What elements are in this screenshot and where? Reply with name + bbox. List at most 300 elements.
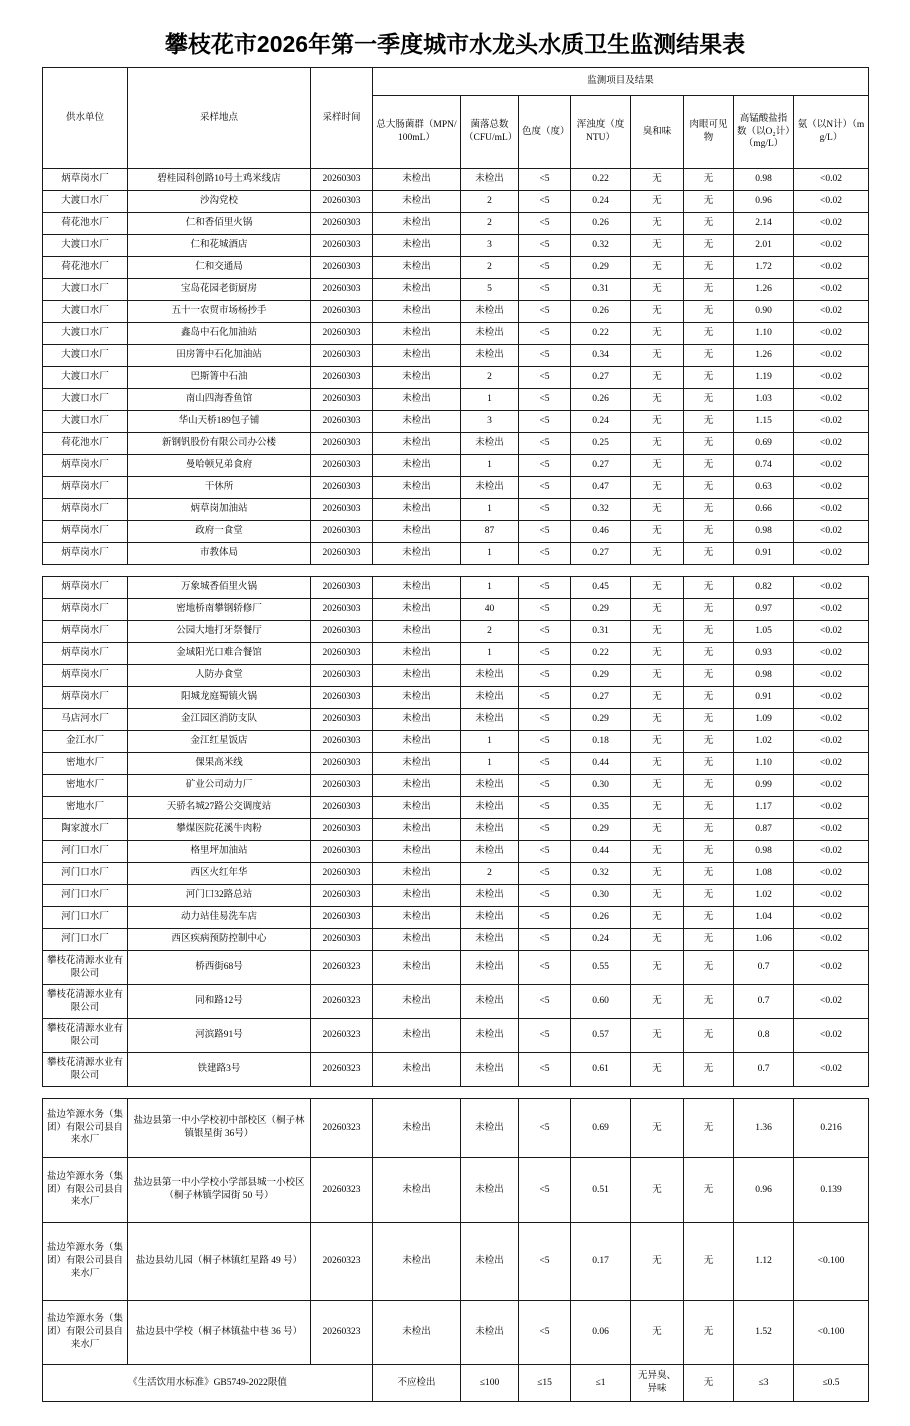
table-cell: 20260303 xyxy=(311,191,373,213)
table-cell: 未检出 xyxy=(461,819,519,841)
table-cell: 20260323 xyxy=(311,985,373,1019)
table-cell: 0.22 xyxy=(571,643,631,665)
table-row xyxy=(43,819,869,841)
table-cell: <5 xyxy=(519,1158,571,1223)
table-cell: 无 xyxy=(684,191,734,213)
table-cell: 20260303 xyxy=(311,885,373,907)
table-cell: 大渡口水厂 xyxy=(43,191,128,213)
table-cell: 阳城龙庭蜀镇火锅 xyxy=(128,687,311,709)
table-cell: 20260303 xyxy=(311,687,373,709)
table-cell: 0.87 xyxy=(734,819,794,841)
table-cell: 炳草岗水厂 xyxy=(43,521,128,543)
table-row xyxy=(43,577,869,599)
table-cell: <5 xyxy=(519,929,571,951)
table-cell: 未检出 xyxy=(461,797,519,819)
table-cell: 未检出 xyxy=(461,1053,519,1087)
limit-cell: ≤3 xyxy=(734,1365,794,1402)
table-row xyxy=(43,1223,869,1301)
table-cell: 未检出 xyxy=(461,323,519,345)
table-cell: 公园大地打牙祭餐厅 xyxy=(128,621,311,643)
table-row xyxy=(43,345,869,367)
table-cell: 未检出 xyxy=(373,257,461,279)
table-cell: 未检出 xyxy=(461,1019,519,1053)
limit-cell: ≤100 xyxy=(461,1365,519,1402)
table-cell: 40 xyxy=(461,599,519,621)
table-cell: 1.26 xyxy=(734,279,794,301)
column-header-visible-matter: 肉眼可见物 xyxy=(684,96,734,169)
table-cell: 0.26 xyxy=(571,301,631,323)
table-cell: 未检出 xyxy=(373,577,461,599)
table-cell: 盐边笮源水务（集团）有限公司县自来水厂 xyxy=(43,1223,128,1301)
limit-cell: 无 xyxy=(684,1365,734,1402)
table-cell: <0.02 xyxy=(794,841,869,863)
standard-limit-label: 《生活饮用水标准》GB5749-2022限值 xyxy=(43,1365,373,1402)
table-cell: 无 xyxy=(631,1223,684,1301)
table-cell: <0.02 xyxy=(794,257,869,279)
table-cell: 未检出 xyxy=(461,1099,519,1158)
table-cell: 未检出 xyxy=(461,301,519,323)
table-cell: 无 xyxy=(684,907,734,929)
table-cell: 3 xyxy=(461,411,519,433)
table-cell: 金江水厂 xyxy=(43,731,128,753)
table-cell: 未检出 xyxy=(373,929,461,951)
table-cell: 大渡口水厂 xyxy=(43,411,128,433)
table-cell: 20260303 xyxy=(311,499,373,521)
table-cell: 攀枝花清源水业有限公司 xyxy=(43,951,128,985)
table-cell: 1.02 xyxy=(734,885,794,907)
table-cell: 0.46 xyxy=(571,521,631,543)
table-cell: 1.15 xyxy=(734,411,794,433)
table-cell: 20260303 xyxy=(311,301,373,323)
table-cell: 未检出 xyxy=(373,841,461,863)
table-cell: 未检出 xyxy=(373,599,461,621)
table-cell: 无 xyxy=(684,257,734,279)
table-row xyxy=(43,1053,869,1087)
table-cell: 无 xyxy=(684,477,734,499)
table-cell: 无 xyxy=(631,323,684,345)
table-cell: 大渡口水厂 xyxy=(43,389,128,411)
table-cell: <0.02 xyxy=(794,709,869,731)
table-cell: 炳草岗水厂 xyxy=(43,169,128,191)
table-cell: 0.24 xyxy=(571,191,631,213)
table-row xyxy=(43,621,869,643)
table-cell: 无 xyxy=(631,279,684,301)
table-cell: 无 xyxy=(684,301,734,323)
table-cell: 未检出 xyxy=(461,885,519,907)
table-cell: 未检出 xyxy=(461,985,519,1019)
table-cell: 20260303 xyxy=(311,731,373,753)
table-cell: 未检出 xyxy=(373,455,461,477)
limit-cell: 无异臭、异味 xyxy=(631,1365,684,1402)
table-cell: 0.51 xyxy=(571,1158,631,1223)
table-row xyxy=(43,665,869,687)
table-cell: 荷花池水厂 xyxy=(43,433,128,455)
table-cell: 20260303 xyxy=(311,797,373,819)
table-cell: 无 xyxy=(631,477,684,499)
table-cell: 金域阳光口难合餐馆 xyxy=(128,643,311,665)
table-cell: 大渡口水厂 xyxy=(43,345,128,367)
table-cell: <5 xyxy=(519,1301,571,1365)
table-cell: 1.26 xyxy=(734,345,794,367)
table-cell: 20260323 xyxy=(311,1158,373,1223)
table-cell: 20260323 xyxy=(311,1019,373,1053)
table-cell: 20260303 xyxy=(311,665,373,687)
table-cell: 未检出 xyxy=(373,1099,461,1158)
table-cell: 20260323 xyxy=(311,1301,373,1365)
table-row xyxy=(43,709,869,731)
table-cell: 未检出 xyxy=(373,279,461,301)
table-cell: <0.02 xyxy=(794,367,869,389)
table-cell: 大渡口水厂 xyxy=(43,235,128,257)
table-row xyxy=(43,1099,869,1158)
table-cell: 0.29 xyxy=(571,665,631,687)
table-cell: 1.19 xyxy=(734,367,794,389)
table-cell: 0.55 xyxy=(571,951,631,985)
table-cell: 无 xyxy=(631,599,684,621)
table-cell: <0.02 xyxy=(794,775,869,797)
table-cell: 南山四海香鱼馆 xyxy=(128,389,311,411)
table-cell: <0.100 xyxy=(794,1301,869,1365)
table-cell: 河门口水厂 xyxy=(43,863,128,885)
table-cell: 无 xyxy=(684,455,734,477)
table-cell: <0.02 xyxy=(794,621,869,643)
table-cell: 未检出 xyxy=(373,621,461,643)
table-cell: 0.69 xyxy=(734,433,794,455)
table-cell: 炳草岗水厂 xyxy=(43,499,128,521)
column-header-permanganate-index: 高锰酸盐指数（以O₂计）（mg/L） xyxy=(734,96,794,169)
table-cell: <5 xyxy=(519,521,571,543)
table-cell: 20260303 xyxy=(311,577,373,599)
table-cell: 未检出 xyxy=(373,1223,461,1301)
table-cell: <5 xyxy=(519,1099,571,1158)
table-cell: 无 xyxy=(631,709,684,731)
table-cell: 0.24 xyxy=(571,929,631,951)
table-cell: 未检出 xyxy=(373,665,461,687)
table-cell: 2 xyxy=(461,191,519,213)
report-body xyxy=(42,26,868,1402)
table-cell: 市教体局 xyxy=(128,543,311,565)
table-cell: 20260323 xyxy=(311,1099,373,1158)
table-cell: 2.01 xyxy=(734,235,794,257)
table-cell: 未检出 xyxy=(373,235,461,257)
table-cell: <5 xyxy=(519,455,571,477)
table-cell: 20260303 xyxy=(311,753,373,775)
table-cell: 无 xyxy=(631,621,684,643)
table-cell: 0.35 xyxy=(571,797,631,819)
table-row xyxy=(43,599,869,621)
table-cell: <0.02 xyxy=(794,687,869,709)
table-cell: 无 xyxy=(631,213,684,235)
table-cell: 无 xyxy=(684,1158,734,1223)
table-cell: <5 xyxy=(519,841,571,863)
table-cell: <0.02 xyxy=(794,797,869,819)
table-cell: 人防办食堂 xyxy=(128,665,311,687)
table-cell: <5 xyxy=(519,951,571,985)
table-cell: 攀枝花清源水业有限公司 xyxy=(43,1019,128,1053)
table-cell: <0.02 xyxy=(794,907,869,929)
table-cell: 金江红星饭店 xyxy=(128,731,311,753)
table-cell: 炳草岗水厂 xyxy=(43,577,128,599)
table-cell: 炳草岗水厂 xyxy=(43,687,128,709)
column-header-colony-count: 菌落总数（CFU/mL） xyxy=(461,96,519,169)
table-cell: 1 xyxy=(461,731,519,753)
table-cell: 0.44 xyxy=(571,753,631,775)
table-cell: <5 xyxy=(519,577,571,599)
table-cell: 无 xyxy=(631,1301,684,1365)
table-cell: 金江园区消防支队 xyxy=(128,709,311,731)
table-cell: 0.98 xyxy=(734,521,794,543)
table-row xyxy=(43,1019,869,1053)
table-cell: 未检出 xyxy=(461,841,519,863)
table-cell: 0.47 xyxy=(571,477,631,499)
table-row xyxy=(43,1158,869,1223)
table-cell: 未检出 xyxy=(373,323,461,345)
table-cell: 0.7 xyxy=(734,985,794,1019)
table-cell: 未检出 xyxy=(373,885,461,907)
table-cell: 无 xyxy=(684,367,734,389)
table-cell: <0.02 xyxy=(794,389,869,411)
table-cell: <5 xyxy=(519,907,571,929)
table-cell: 炳草岗水厂 xyxy=(43,599,128,621)
table-cell: 1 xyxy=(461,577,519,599)
table-cell: 0.66 xyxy=(734,499,794,521)
table-cell: 干休所 xyxy=(128,477,311,499)
table-cell: 同和路12号 xyxy=(128,985,311,1019)
table-cell: 无 xyxy=(684,885,734,907)
table-cell: 0.32 xyxy=(571,499,631,521)
table-cell: <0.02 xyxy=(794,1019,869,1053)
table-cell: 西区火红年华 xyxy=(128,863,311,885)
table-cell: 盐边县第一中小学校初中部校区（桐子林镇银星街 36号） xyxy=(128,1099,311,1158)
table-cell: 0.98 xyxy=(734,841,794,863)
table-cell: 未检出 xyxy=(373,951,461,985)
table-cell: 无 xyxy=(684,543,734,565)
table-cell: 0.31 xyxy=(571,279,631,301)
table-cell: 0.7 xyxy=(734,1053,794,1087)
table-cell: 20260303 xyxy=(311,455,373,477)
monitoring-table-section-3 xyxy=(42,1098,869,1402)
table-cell: 无 xyxy=(631,907,684,929)
table-cell: 无 xyxy=(684,621,734,643)
table-cell: 无 xyxy=(684,753,734,775)
table-cell: <0.02 xyxy=(794,323,869,345)
table-cell: <0.02 xyxy=(794,599,869,621)
table-cell: 未检出 xyxy=(373,985,461,1019)
table-cell: 0.31 xyxy=(571,621,631,643)
table-cell: 1.04 xyxy=(734,907,794,929)
table-cell: <5 xyxy=(519,731,571,753)
table-cell: 无 xyxy=(684,169,734,191)
table-cell: 无 xyxy=(684,731,734,753)
table-cell: 2 xyxy=(461,621,519,643)
table-cell: 20260303 xyxy=(311,543,373,565)
table-row xyxy=(43,301,869,323)
table-cell: 0.7 xyxy=(734,951,794,985)
table-cell: 20260303 xyxy=(311,433,373,455)
table-row xyxy=(43,543,869,565)
table-cell: 无 xyxy=(631,499,684,521)
table-cell: <0.100 xyxy=(794,1223,869,1301)
table-cell: 无 xyxy=(684,929,734,951)
table-cell: 0.74 xyxy=(734,455,794,477)
table-cell: 1.08 xyxy=(734,863,794,885)
table-cell: 大渡口水厂 xyxy=(43,323,128,345)
table-cell: 0.27 xyxy=(571,455,631,477)
table-cell: 未检出 xyxy=(461,1223,519,1301)
table-cell: <0.02 xyxy=(794,191,869,213)
table-cell: 0.91 xyxy=(734,687,794,709)
table-cell: 宝岛花园老街厨房 xyxy=(128,279,311,301)
table-cell: <0.02 xyxy=(794,455,869,477)
table-cell: <0.02 xyxy=(794,235,869,257)
table-cell: 桥西街68号 xyxy=(128,951,311,985)
table-row xyxy=(43,907,869,929)
table-cell: 1.10 xyxy=(734,323,794,345)
table-cell: 无 xyxy=(684,985,734,1019)
table-row xyxy=(43,169,869,191)
table-cell: 未检出 xyxy=(373,1053,461,1087)
table-cell: 20260303 xyxy=(311,477,373,499)
table-cell: 碧桂园科创路10号土鸡米线店 xyxy=(128,169,311,191)
table-cell: 0.34 xyxy=(571,345,631,367)
table-cell: <5 xyxy=(519,665,571,687)
table-cell: 无 xyxy=(684,599,734,621)
column-header-turbidity: 浑浊度（度NTU） xyxy=(571,96,631,169)
table-cell: 未检出 xyxy=(461,775,519,797)
table-cell: <5 xyxy=(519,797,571,819)
table-cell: <0.02 xyxy=(794,577,869,599)
table-cell: 20260323 xyxy=(311,951,373,985)
table-cell: 20260303 xyxy=(311,709,373,731)
table-cell: 未检出 xyxy=(373,819,461,841)
table-cell: 未检出 xyxy=(373,345,461,367)
table-row xyxy=(43,687,869,709)
table-cell: 1.02 xyxy=(734,731,794,753)
table-cell: <5 xyxy=(519,819,571,841)
table-cell: 未检出 xyxy=(373,191,461,213)
table-row xyxy=(43,841,869,863)
table-cell: 0.96 xyxy=(734,191,794,213)
table-cell: 河门口水厂 xyxy=(43,841,128,863)
table-cell: 动力站佳易洗车店 xyxy=(128,907,311,929)
document-page xyxy=(0,26,910,1426)
table-cell: 河门口32路总站 xyxy=(128,885,311,907)
table-row xyxy=(43,521,869,543)
column-header-group: 监测项目及结果 xyxy=(373,68,869,96)
table-cell: <0.02 xyxy=(794,1053,869,1087)
table-cell: <0.02 xyxy=(794,433,869,455)
table-cell: <5 xyxy=(519,213,571,235)
table-cell: 盐边笮源水务（集团）有限公司县自来水厂 xyxy=(43,1158,128,1223)
table-cell: 盐边县幼儿园（桐子林镇红星路 49 号） xyxy=(128,1223,311,1301)
table-cell: <5 xyxy=(519,1223,571,1301)
table-cell: <0.02 xyxy=(794,279,869,301)
table-cell: 无 xyxy=(684,521,734,543)
table-cell: 0.8 xyxy=(734,1019,794,1053)
table-cell: 未检出 xyxy=(373,643,461,665)
table-row xyxy=(43,885,869,907)
table-row xyxy=(43,863,869,885)
table-cell: 2 xyxy=(461,257,519,279)
table-cell: 未检出 xyxy=(461,433,519,455)
table-row xyxy=(43,213,869,235)
table-cell: 0.30 xyxy=(571,885,631,907)
table-cell: 未检出 xyxy=(373,521,461,543)
table-cell: 无 xyxy=(631,577,684,599)
table-cell: 西区疾病预防控制中心 xyxy=(128,929,311,951)
table-cell: <0.02 xyxy=(794,985,869,1019)
table-cell: 未检出 xyxy=(373,389,461,411)
table-cell: 1 xyxy=(461,455,519,477)
table-cell: 沙沟党校 xyxy=(128,191,311,213)
table-cell: <5 xyxy=(519,235,571,257)
table-cell: 0.98 xyxy=(734,169,794,191)
table-cell: 无 xyxy=(684,499,734,521)
table-cell: 0.61 xyxy=(571,1053,631,1087)
table-cell: 未检出 xyxy=(461,665,519,687)
table-cell: 无 xyxy=(631,301,684,323)
table-cell: 20260303 xyxy=(311,841,373,863)
table-cell: <0.02 xyxy=(794,951,869,985)
table-cell: 无 xyxy=(631,775,684,797)
table-cell: 无 xyxy=(684,389,734,411)
table-cell: 密地水厂 xyxy=(43,797,128,819)
table-cell: 1.36 xyxy=(734,1099,794,1158)
table-cell: 攀枝花清源水业有限公司 xyxy=(43,985,128,1019)
table-cell: 未检出 xyxy=(373,1158,461,1223)
table-cell: <5 xyxy=(519,477,571,499)
table-cell: 1.09 xyxy=(734,709,794,731)
table-cell: 未检出 xyxy=(461,709,519,731)
table-cell: 0.216 xyxy=(794,1099,869,1158)
table-cell: 0.25 xyxy=(571,433,631,455)
table-cell: 87 xyxy=(461,521,519,543)
table-cell: 河门口水厂 xyxy=(43,885,128,907)
table-cell: 未检出 xyxy=(461,687,519,709)
table-cell: 未检出 xyxy=(373,907,461,929)
table-cell: <5 xyxy=(519,191,571,213)
table-cell: 1.05 xyxy=(734,621,794,643)
table-cell: 1.12 xyxy=(734,1223,794,1301)
table-cell: <5 xyxy=(519,775,571,797)
table-cell: 0.90 xyxy=(734,301,794,323)
table-cell: 0.44 xyxy=(571,841,631,863)
table-cell: 未检出 xyxy=(373,301,461,323)
table-cell: 无 xyxy=(631,521,684,543)
limit-cell: ≤15 xyxy=(519,1365,571,1402)
table-cell: 大渡口水厂 xyxy=(43,301,128,323)
standard-limit-row xyxy=(43,1365,869,1402)
table-row xyxy=(43,951,869,985)
table-cell: <0.02 xyxy=(794,169,869,191)
table-cell: 无 xyxy=(684,345,734,367)
table-cell: 河滨路91号 xyxy=(128,1019,311,1053)
table-cell: 无 xyxy=(684,1223,734,1301)
table-cell: 0.97 xyxy=(734,599,794,621)
table-row xyxy=(43,499,869,521)
table-cell: 无 xyxy=(684,863,734,885)
table-cell: 万象城香佰里火锅 xyxy=(128,577,311,599)
table-cell: 荷花池水厂 xyxy=(43,257,128,279)
table-cell: <5 xyxy=(519,345,571,367)
table-cell: 20260303 xyxy=(311,257,373,279)
table-cell: 无 xyxy=(684,775,734,797)
table-cell: 0.69 xyxy=(571,1099,631,1158)
column-header-ammonia: 氨（以N计）（mg/L） xyxy=(794,96,869,169)
table-cell: 无 xyxy=(631,345,684,367)
table-cell: <5 xyxy=(519,885,571,907)
table-cell: 大渡口水厂 xyxy=(43,279,128,301)
